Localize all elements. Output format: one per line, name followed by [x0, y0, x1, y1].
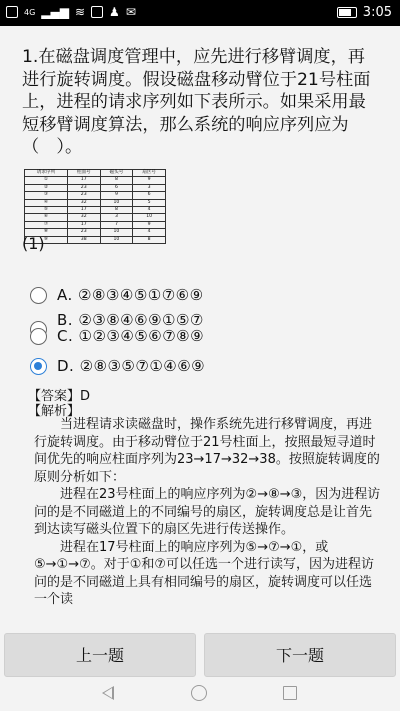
table-cell: 6: [133, 192, 166, 199]
table-row: [25, 229, 166, 236]
message-icon: ✉: [125, 5, 136, 19]
question-content: [0, 26, 400, 606]
table-cell: 10: [100, 199, 133, 206]
table-cell: 9: [133, 177, 166, 184]
table-cell: 23: [67, 229, 100, 236]
prev-question-button[interactable]: 上一题: [4, 633, 196, 677]
table-header-row: [25, 170, 166, 177]
wifi-icon: ≋: [74, 5, 86, 19]
table-cell: 9: [100, 192, 133, 199]
clock: 3:05: [362, 5, 392, 20]
home-icon[interactable]: [191, 685, 207, 701]
table-cell: ⑤: [25, 207, 68, 214]
table-cell: 8: [100, 177, 133, 184]
table-cell: 23: [67, 192, 100, 199]
table-cell: ⑦: [25, 221, 68, 228]
sub-question-number: (1): [22, 234, 45, 253]
table-cell: 8: [100, 207, 133, 214]
option-a[interactable]: [30, 284, 204, 306]
table-cell: ③: [25, 192, 68, 199]
option-label: C. ①②③④⑤⑥⑦⑧⑨: [57, 327, 205, 345]
table-cell: ⑧: [25, 229, 68, 236]
table-cell: 6: [100, 184, 133, 191]
next-question-button[interactable]: 下一题: [204, 633, 396, 677]
analysis-paragraph: 进程在23号柱面上的响应序列为②→⑧→③，因为进程访问的是不同磁道上的不同编号的扇区，旋转调度总是让首先到达读写磁头位置下的扇区先进行传送操作。: [34, 487, 381, 537]
table-cell: 23: [67, 184, 100, 191]
table-cell: 3: [100, 214, 133, 221]
table-cell: 4: [133, 207, 166, 214]
table-cell: ⑥: [25, 214, 68, 221]
table-cell: 17: [67, 177, 100, 184]
table-row: [25, 221, 166, 228]
table-row: [25, 177, 166, 184]
table-cell: 32: [67, 214, 100, 221]
option-label: A. ②⑧③④⑤①⑦⑥⑨: [57, 286, 204, 304]
table-cell: 10: [100, 236, 133, 243]
recent-apps-icon[interactable]: [283, 686, 297, 700]
table-cell: ④: [25, 199, 68, 206]
option-label: B. ②③⑧④⑥⑨①⑤⑦: [57, 311, 204, 329]
table-cell: 7: [100, 221, 133, 228]
status-bar: [0, 0, 400, 26]
question-text: 1.在磁盘调度管理中，应先进行移臂调度，再进行旋转调度。假设磁盘移动臂位于21号柱面上，进程的请求序列如下表所示。如果采用最短移臂调度算法，那么系统的响应序列应为（ ）。: [22, 47, 371, 157]
table-header-cell: 柱面号: [67, 170, 100, 177]
table-cell: 5: [133, 199, 166, 206]
table-header-cell: 扇区号: [133, 170, 166, 177]
table-cell: 8: [133, 236, 166, 243]
table-cell: ①: [25, 177, 68, 184]
table-row: [25, 192, 166, 199]
battery-icon: [337, 7, 357, 18]
status-icons-right: [337, 5, 392, 20]
table-cell: ⑨: [25, 236, 68, 243]
option-c[interactable]: [30, 325, 204, 347]
table-row: [25, 184, 166, 191]
network-label: 4G: [24, 7, 36, 17]
analysis-text: [34, 416, 384, 606]
table-row: [25, 199, 166, 206]
answer-line: 【答案】D: [28, 389, 91, 404]
table-row: [25, 214, 166, 221]
option-d[interactable]: [30, 355, 205, 377]
table-cell: 17: [67, 207, 100, 214]
request-table: [24, 169, 166, 257]
table-header-cell: 磁头号: [100, 170, 133, 177]
analysis-title: 【解析】: [28, 404, 81, 419]
table-cell: 3: [133, 184, 166, 191]
sim-icon: [6, 6, 18, 18]
table-cell: 10: [100, 229, 133, 236]
analysis-paragraph: 进程在17号柱面上的响应序列为⑤→⑦→①，或⑤→①→⑦。对于①和⑦可以任选一个进行读写，因为进程访问的是不同磁道上具有相同编号的扇区，旋转调度可以任选一个读: [34, 539, 375, 606]
radio-button[interactable]: [30, 328, 47, 345]
navigation-buttons: [0, 633, 400, 677]
table-row: [25, 236, 166, 243]
qq-icon: ♟: [109, 5, 120, 19]
radio-button-selected[interactable]: [30, 358, 47, 375]
app-notification-icon: [91, 6, 103, 18]
table-row: [25, 207, 166, 214]
table-cell: ②: [25, 184, 68, 191]
table-header-cell: 请求序列: [25, 170, 68, 177]
table-cell: 17: [67, 221, 100, 228]
status-icons-left: [6, 5, 136, 19]
table-cell: 10: [133, 214, 166, 221]
radio-button[interactable]: [30, 287, 47, 304]
option-label: D. ②⑧③⑤⑦①④⑥⑨: [57, 357, 206, 375]
back-icon[interactable]: [102, 686, 114, 700]
table-cell: 38: [67, 236, 100, 243]
request-table-grid: [24, 169, 166, 244]
signal-icon: ▂▄▆: [41, 5, 69, 19]
analysis-paragraph: 当进程请求读磁盘时，操作系统先进行移臂调度，再进行旋转调度。由于移动臂位于21号柱面上，按照最短寻道时间优先的响应柱面序列为23→17→32→38。按照旋转调度的原则分析如下：: [34, 417, 380, 485]
table-cell: 4: [133, 229, 166, 236]
table-cell: 32: [67, 199, 100, 206]
system-navigation-bar: [0, 677, 400, 711]
table-cell: 9: [133, 221, 166, 228]
